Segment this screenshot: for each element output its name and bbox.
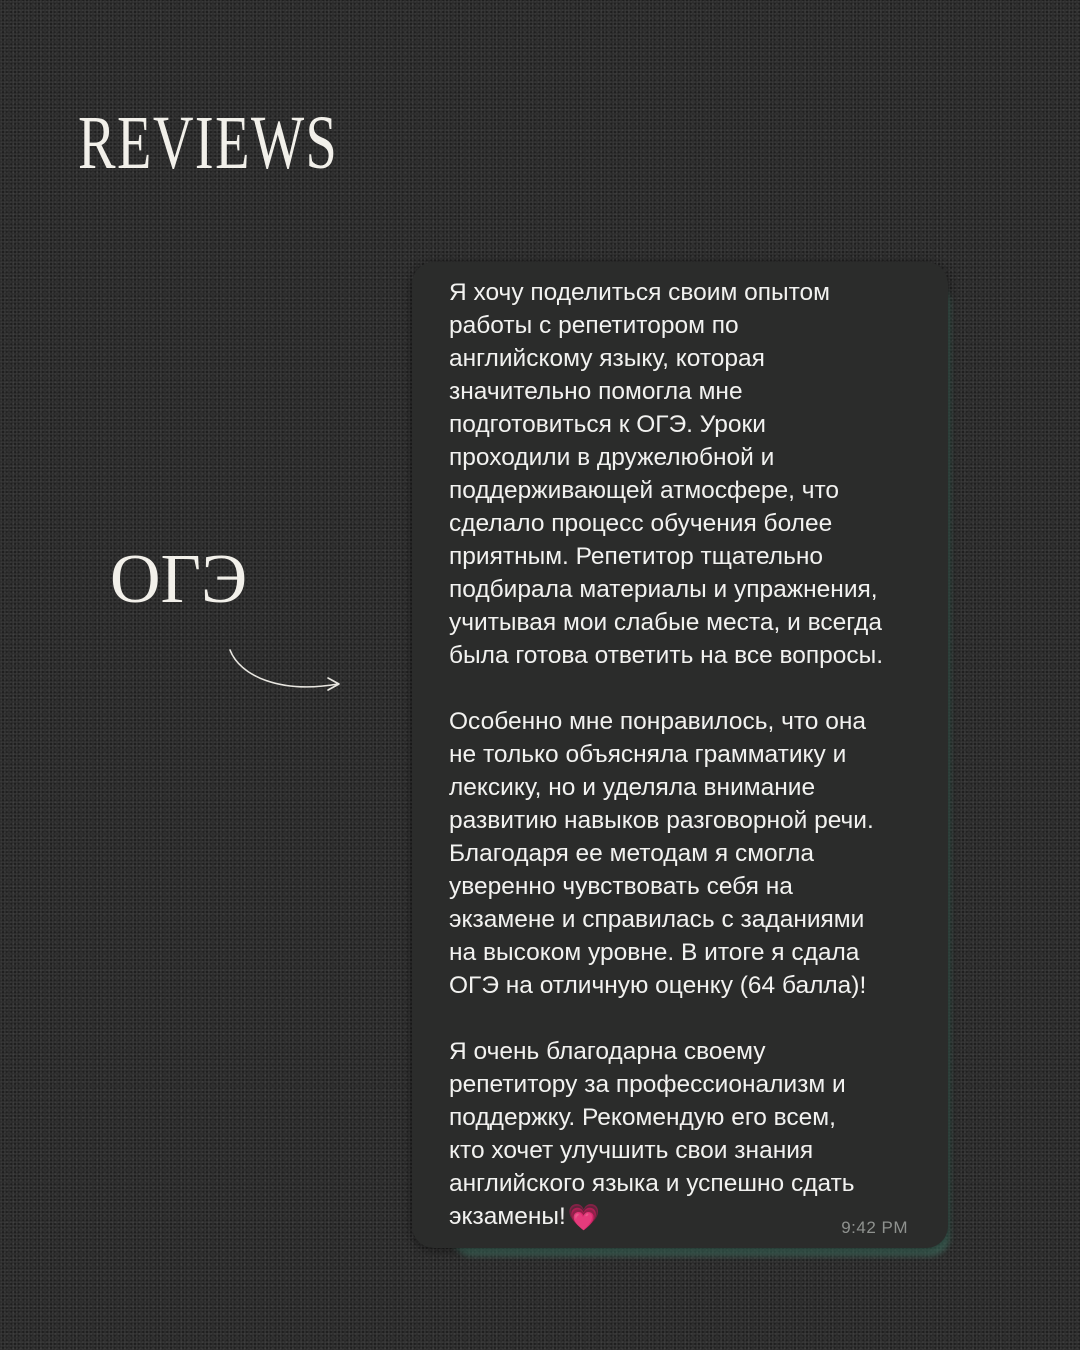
message-timestamp: 9:42 PM — [841, 1218, 908, 1237]
curved-arrow-icon — [224, 646, 348, 702]
sparkling-heart-icon: 💗 — [567, 1202, 601, 1232]
page-title: REVIEWS — [78, 101, 339, 185]
review-message-bubble — [412, 262, 948, 1248]
exam-label: ОГЭ — [110, 541, 248, 618]
review-message-text — [449, 276, 928, 1233]
review-message-body: Я хочу поделиться своим опытом работы с репетитором по английскому языку, которая значительно помогла мне подготовиться к ОГЭ. Уроки проходили в дружелюбной и поддерживающей атмосфере, что сделало процесс обучения более приятным. Репетитор тщательно подбирала материалы и упражнения, учитывая мои слабые места, и всегда была готова ответить на все вопросы. Особенно мне понравилось, что она не только объясняла грамматику и лексику, но и уделяла внимание развитию навыков разговорной речи. Благодаря ее методам я смогла уверенно чувствовать себя на экзамене и справилась с заданиями на высоком уровне. В итоге я сдала ОГЭ на отличную оценку (64 балла)! Я очень благодарна своему репетитору за профессионализм и поддержку. Рекомендую его всем, кто хочет улучшить свои знания английского языка и успешно сдать экзамены! — [449, 279, 884, 1230]
